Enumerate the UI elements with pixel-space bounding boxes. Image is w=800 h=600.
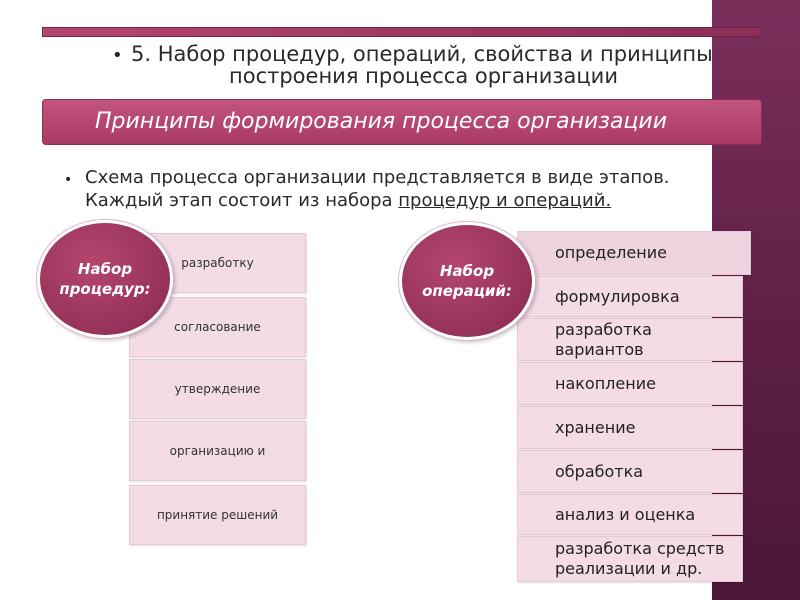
operation-item: разработка средств реализации и др. [517,536,743,582]
operations-oval-line-1: Набор [439,262,495,280]
section-banner: Принципы формирования процесса организации [42,99,762,145]
operation-item: формулировка [517,276,743,317]
procedures-oval-line-2: процедур: [59,280,151,298]
operation-item: хранение [517,406,743,449]
body-text-line-2 [85,190,611,212]
operation-item: анализ и оценка [517,494,743,535]
operations-oval [399,222,535,340]
operations-oval-line-2: операций: [422,282,512,300]
body-text-underlined: процедур и операций. [398,190,612,211]
operation-item: обработка [517,450,743,493]
body-bullet: • [64,172,73,188]
procedure-item: утверждение [129,359,306,419]
operation-item: определение [517,231,751,275]
procedures-oval [37,220,173,338]
operation-item: разработка вариантов [517,318,743,361]
procedures-oval-line-1: Набор [77,260,133,278]
procedure-item: согласование [129,297,306,357]
slide-title-line-2: построения процесса организации [229,64,618,88]
title-bullet: • [112,45,123,66]
body-text-prefix: Каждый этап состоит из набора [85,190,399,211]
procedure-item: организацию и [129,421,306,481]
procedure-item: принятие решений [129,485,306,545]
body-text-line-1: Схема процесса организации представляется в виде этапов. [85,167,670,188]
decorative-top-bar [42,27,762,37]
slide-title-line-1: 5. Набор процедур, операций, свойства и принципы [131,42,713,66]
procedure-item: разработку [129,233,306,293]
operation-item: накопление [517,362,743,405]
